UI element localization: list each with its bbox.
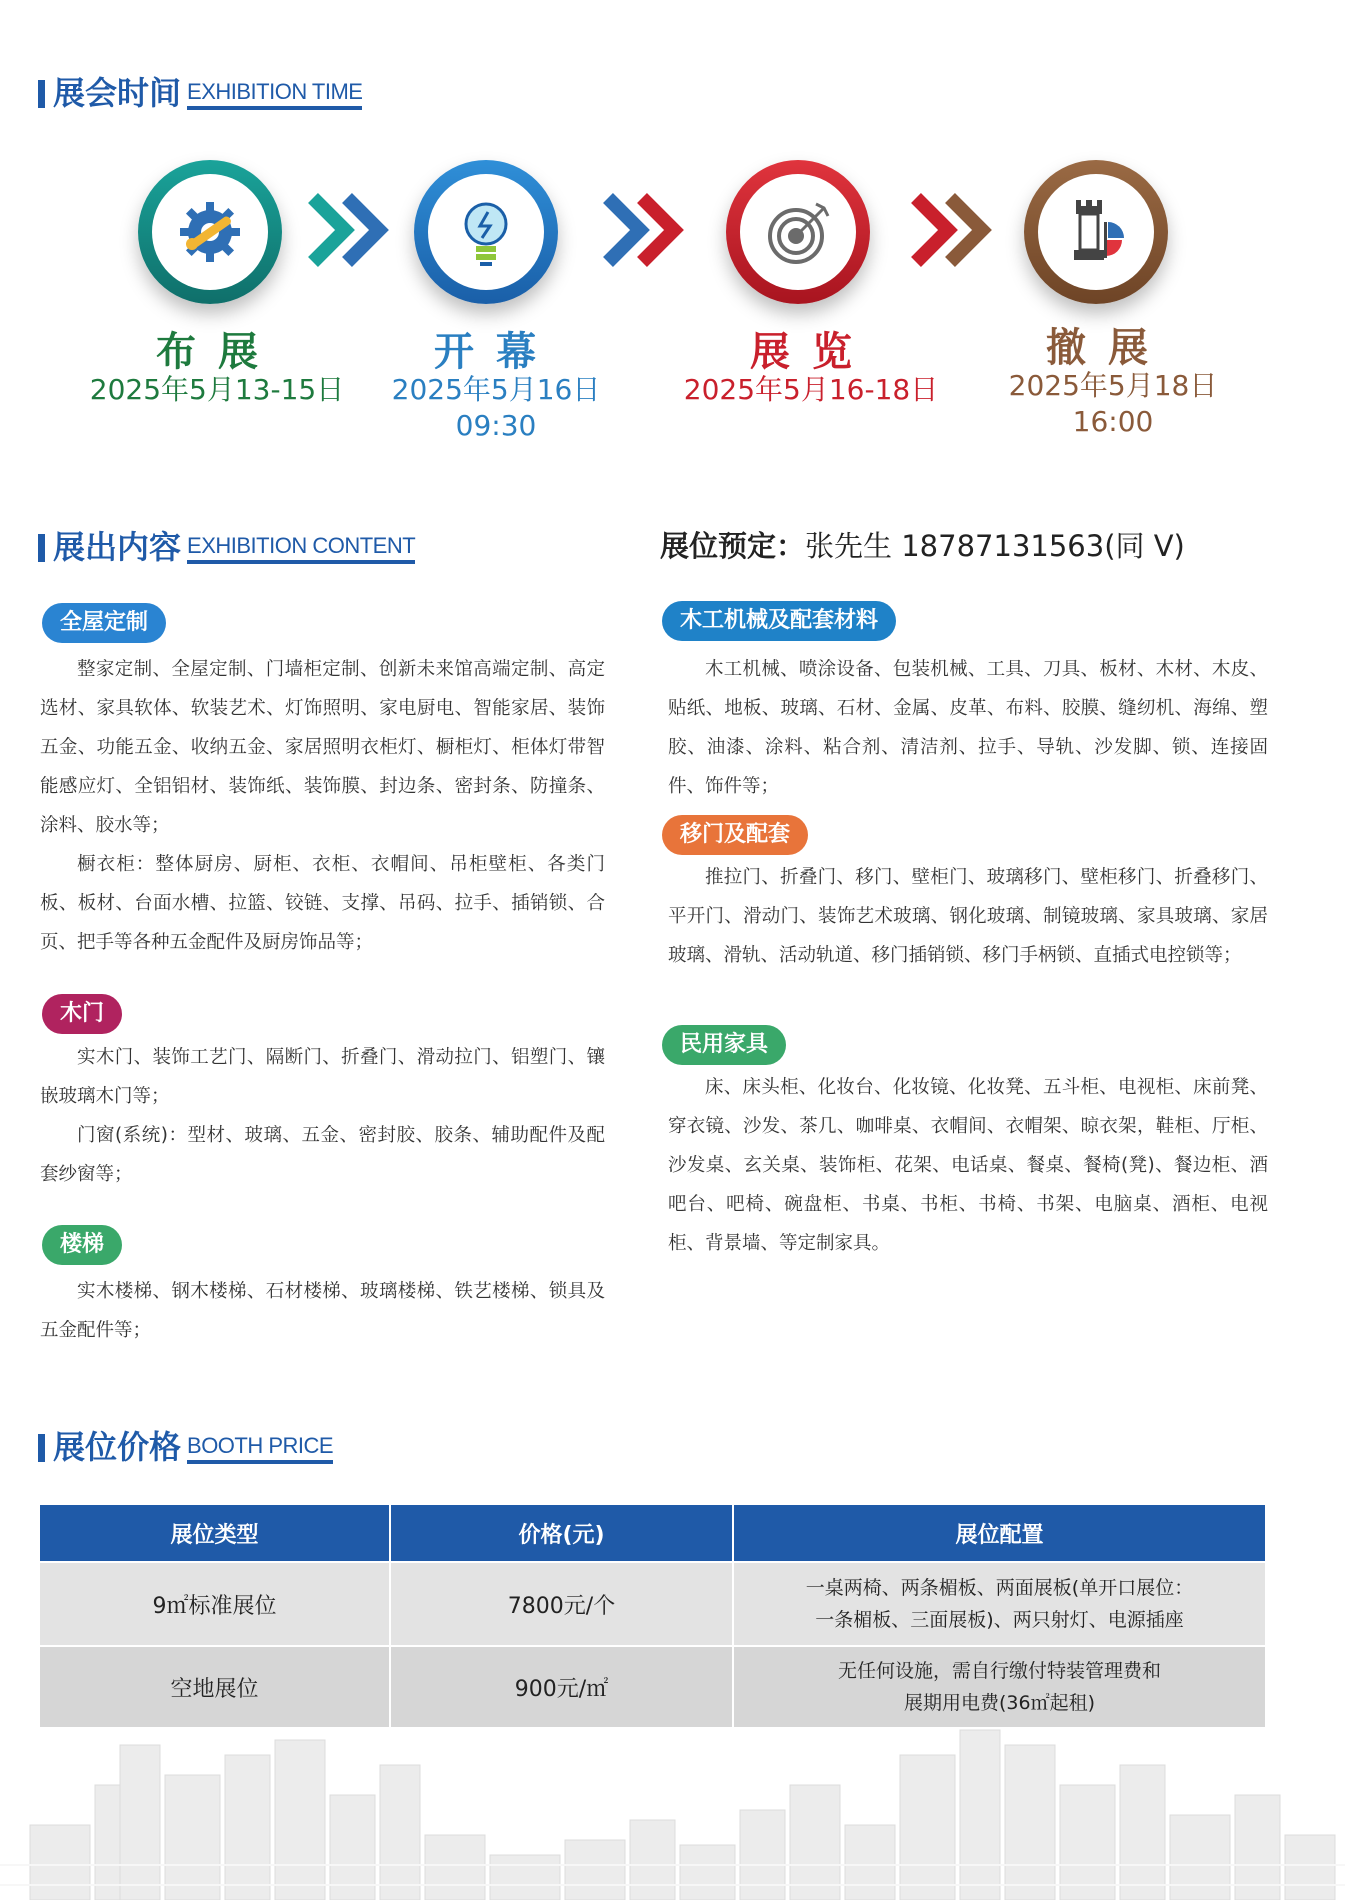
stage-4-date-time: 16:00: [1072, 405, 1154, 438]
table-header-row: [40, 1505, 1265, 1562]
stage-1-ring: [138, 160, 282, 304]
chevron-right-icon: [305, 190, 395, 270]
chevron-right-icon: [908, 190, 998, 270]
cell-price: 7800元/个: [390, 1562, 733, 1646]
category-pill-whole-house: 全屋定制: [42, 603, 166, 643]
cell-config-line-2: 一条楣板、三面展板)、两只射灯、电源插座: [815, 1609, 1184, 1631]
category-text-wood-door-2: 门窗(系统)：型材、玻璃、五金、密封胶、胶条、辅助配件及配套纱窗等；: [40, 1125, 605, 1185]
category-text-whole-house-1: 整家定制、全屋定制、门墙柜定制、创新未来馆高端定制、高定选材、家具软体、软装艺术、灯饰照明、家电厨电、智能家居、装饰五金、功能五金、收纳五金、家居照明衣柜灯、橱柜灯、柜体灯带智能感应灯、全铝铝材、装饰纸、装饰膜、封边条、密封条、防撞条、涂料、胶水等；: [40, 659, 605, 836]
price-table: [40, 1505, 1265, 1727]
stage-4-date-day: 2025年5月18日: [1008, 369, 1218, 402]
lightbulb-icon: [446, 192, 526, 272]
stage-2-date-day: 2025年5月16日: [391, 373, 601, 406]
category-pill-woodworking: 木工机械及配套材料: [662, 601, 896, 641]
section-title-cn: 展会时间: [53, 74, 182, 112]
chevron-right-icon: [600, 190, 690, 270]
cell-config-line-1: 一桌两椅、两条楣板、两面展板(单开口展位：: [805, 1577, 1194, 1599]
section-title-en: EXHIBITION CONTENT: [187, 533, 416, 558]
stage-1-title: 布展: [156, 329, 280, 375]
section-header-price: [38, 1430, 333, 1464]
booking-contact: [660, 524, 1185, 565]
section-header-time: [38, 76, 362, 110]
stage-3-ring: [726, 160, 870, 304]
category-text-woodworking: 木工机械、喷涂设备、包装机械、工具、刀具、板材、木材、木皮、贴纸、地板、玻璃、石材、金属、皮革、布料、胶膜、缝纫机、海绵、塑胶、油漆、涂料、粘合剂、清洁剂、拉手、导轨、沙发脚、锁、连接固件、饰件等；: [668, 659, 1268, 797]
stage-2-title: 开幕: [434, 329, 558, 375]
booking-value: 张先生 18787131563(同 V): [805, 529, 1185, 563]
stage-3-title: 展览: [750, 329, 874, 375]
table-row: [40, 1562, 1265, 1646]
section-title-en: EXHIBITION TIME: [187, 79, 363, 104]
section-title-cn: 展位价格: [53, 1428, 182, 1466]
category-text-sliding-door: 推拉门、折叠门、移门、壁柜门、玻璃移门、壁柜移门、折叠移门、平开门、滑动门、装饰艺术玻璃、钢化玻璃、制镜玻璃、家具玻璃、家居玻璃、滑轨、活动轨道、移门插销锁、移门手柄锁、直插式电控锁等；: [668, 867, 1268, 966]
target-icon: [758, 192, 838, 272]
section-bar: [38, 534, 45, 562]
cell-config-line-1: 无任何设施，需自行缴付特装管理费和: [837, 1660, 1161, 1682]
header-booth-type: 展位类型: [40, 1505, 390, 1562]
header-config: 展位配置: [733, 1505, 1265, 1562]
section-title-en: BOOTH PRICE: [187, 1433, 334, 1458]
section-bar: [38, 1434, 45, 1462]
cell-config: [733, 1646, 1265, 1727]
category-pill-furniture: 民用家具: [662, 1025, 786, 1065]
table-row: [40, 1646, 1265, 1727]
category-pill-stairs: 楼梯: [42, 1225, 122, 1265]
cell-booth-type: 9㎡标准展位: [40, 1562, 390, 1646]
cell-config-line-2: 展期用电费(36㎡起租): [903, 1692, 1095, 1714]
category-text-wood-door-1: 实木门、装饰工艺门、隔断门、折叠门、滑动拉门、铝塑门、镶嵌玻璃木门等；: [40, 1047, 605, 1107]
cell-price: 900元/㎡: [390, 1646, 733, 1727]
cell-booth-type: 空地展位: [40, 1646, 390, 1727]
stage-4-ring: [1024, 160, 1168, 304]
stage-1-date: 2025年5月13-15日: [89, 373, 345, 406]
category-text-stairs: 实木楼梯、钢木楼梯、石材楼梯、玻璃楼梯、铁艺楼梯、锁具及五金配件等；: [40, 1281, 605, 1341]
category-pill-sliding-door: 移门及配套: [662, 815, 808, 855]
section-underline: [187, 106, 362, 110]
stage-3-date: 2025年5月16-18日: [683, 373, 939, 406]
category-text-whole-house-2: 橱衣柜：整体厨房、厨柜、衣柜、衣帽间、吊柜壁柜、各类门板、板材、台面水槽、拉篮、铰链、支撑、吊码、拉手、插销锁、合页、把手等各种五金配件及厨房饰品等；: [40, 854, 605, 953]
category-text-furniture: 床、床头柜、化妆台、化妆镜、化妆凳、五斗柜、电视柜、床前凳、穿衣镜、沙发、茶几、咖啡桌、衣帽间、衣帽架、晾衣架，鞋柜、厅柜、沙发桌、玄关桌、装饰柜、花架、电话桌、餐桌、餐椅(凳)、餐边柜、酒吧台、吧椅、碗盘柜、书桌、书柜、书椅、书架、电脑桌、酒柜、电视柜、背景墙、等定制家具。: [668, 1077, 1268, 1254]
stage-4-date: [978, 368, 1248, 440]
category-pill-wood-door: 木门: [42, 994, 122, 1034]
stage-2-date-time: 09:30: [455, 409, 537, 442]
section-title-cn: 展出内容: [53, 528, 182, 566]
header-price: 价格(元): [390, 1505, 733, 1562]
stage-2-date: [366, 372, 626, 444]
section-bar: [38, 80, 45, 108]
booking-label: 展位预定：: [660, 529, 806, 563]
stage-2-ring: [414, 160, 558, 304]
chess-chart-icon: [1056, 192, 1136, 272]
cell-config: [733, 1562, 1265, 1646]
city-skyline-image: [0, 1725, 1345, 1900]
section-underline: [187, 560, 415, 564]
section-underline: [187, 1460, 333, 1464]
stage-4-title: 撤展: [1046, 325, 1170, 371]
gear-wrench-icon: [170, 192, 250, 272]
section-header-content: [38, 530, 415, 564]
